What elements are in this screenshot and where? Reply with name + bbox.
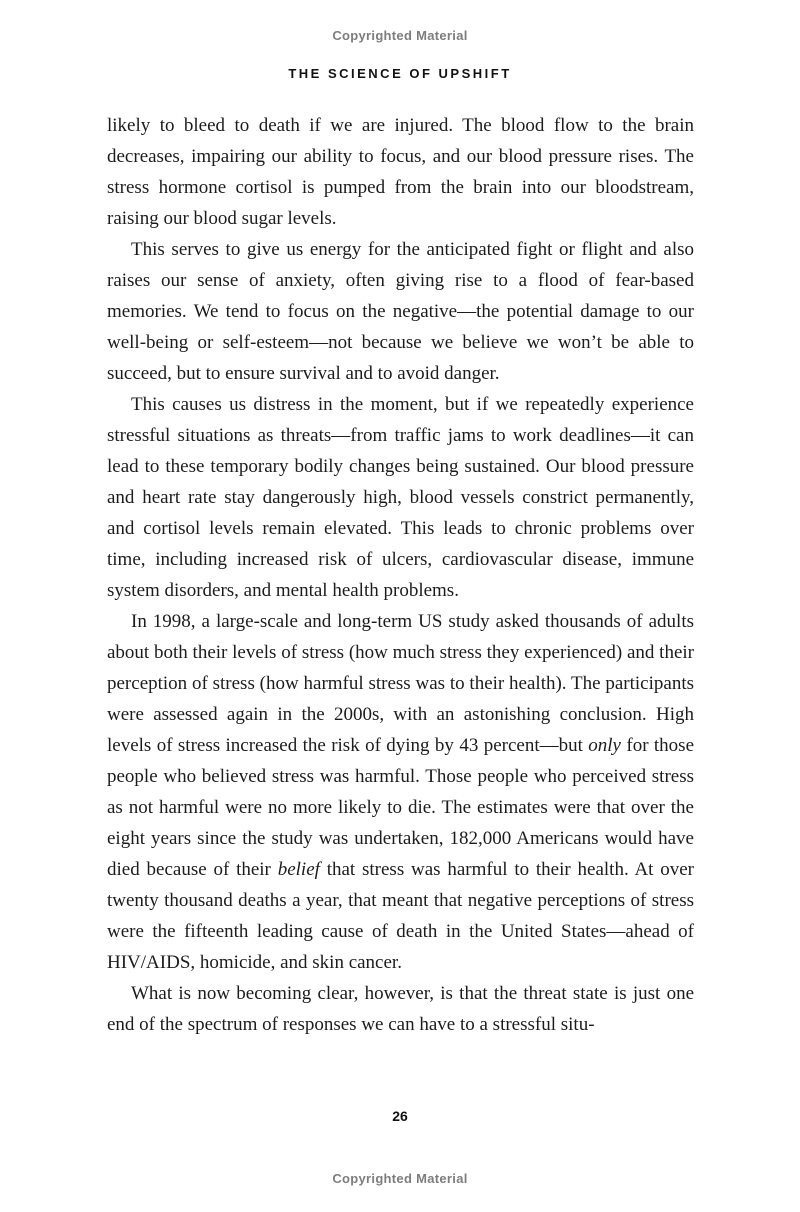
page-number: 26	[392, 1108, 408, 1124]
paragraph	[107, 978, 694, 1040]
paragraph	[107, 110, 694, 234]
running-head: THE SCIENCE OF UPSHIFT	[288, 66, 512, 81]
copyright-notice-bottom: Copyrighted Material	[332, 1171, 468, 1186]
paragraph	[107, 234, 694, 389]
text-run: In 1998, a large-scale and long-term US study asked thousands of adults about both their levels of stress (how much stress they experienced) and their perception of stress (how harmful stress was to their health). The participants were assessed again in the 2000s, with an astonishing conclusion. High levels of stress increased the risk of dying by 43 percent—but	[107, 611, 694, 756]
copyright-notice-top: Copyrighted Material	[332, 28, 468, 43]
italic-text-run: only	[588, 735, 621, 756]
text-run: that stress was harmful to their health. At over twenty thousand deaths a year, that meant that negative perceptions of stress were the fifteenth leading cause of death in the United States—ahead of HIV/AIDS, homicide, and skin cancer.	[107, 859, 695, 973]
text-run: likely to bleed to death if we are injured. The blood flow to the brain decreases, impairing our ability to focus, and our blood pressure rises. The stress hormone cortisol is pumped from the brain into our bloodstream, raising our blood sugar levels.	[107, 115, 694, 229]
paragraph	[107, 389, 694, 606]
text-run: This serves to give us energy for the anticipated fight or flight and also raises our sense of anxiety, often giving rise to a flood of fear-based memories. We tend to focus on the negative—the potential damage to our well-being or self-esteem—not because we believe we won’t be able to succeed, but to ensure survival and to avoid danger.	[107, 239, 694, 384]
text-run: What is now becoming clear, however, is that the threat state is just one end of the spectrum of responses we can have to a stressful situ-	[107, 983, 694, 1035]
text-run: for those people who believed stress was harmful. Those people who perceived stress as not harmful were no more likely to die. The estimates were that over the eight years since the study was undertaken, 182,000 Americans would have died because of their	[107, 735, 694, 880]
italic-text-run: belief	[277, 859, 320, 880]
paragraph	[107, 606, 694, 978]
text-run: This causes us distress in the moment, but if we repeatedly experience stressful situations as threats—from traffic jams to work deadlines—it can lead to these temporary bodily changes being sustained. Our blood pressure and heart rate stay dangerously high, blood vessels constrict permanently, and cortisol levels remain elevated. This leads to chronic problems over time, including increased risk of ulcers, cardiovascular disease, immune system disorders, and mental health problems.	[107, 394, 694, 601]
body-text	[107, 110, 694, 1040]
